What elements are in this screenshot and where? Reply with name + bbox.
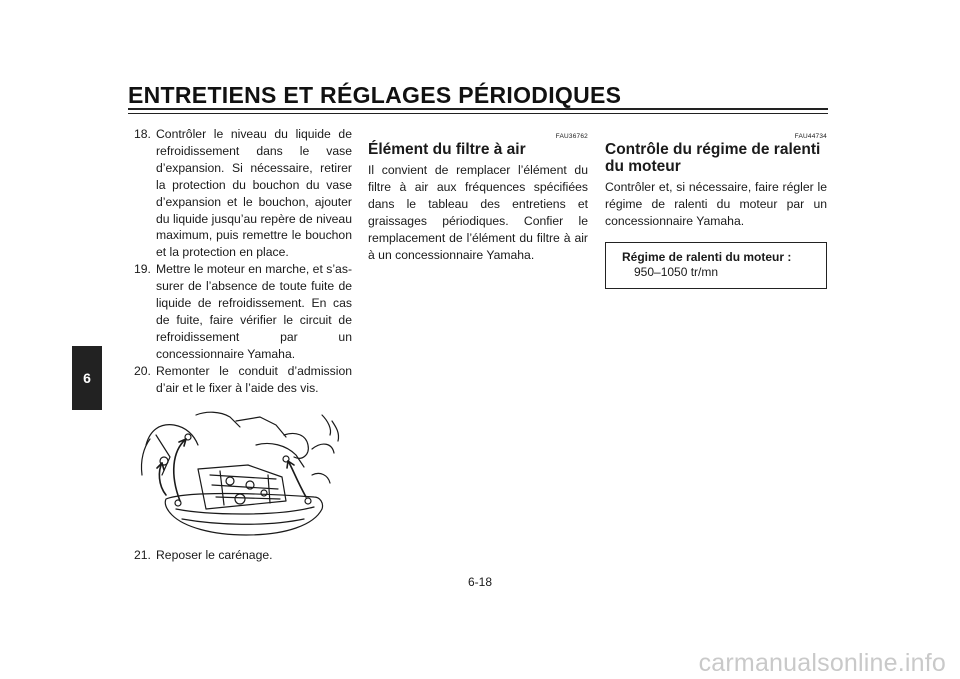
step-text: Mettre le moteur en marche, et s’assurer de l’absence de toute fuite de liquide de refroidissement. En cas de fuite, faire vérifier le circuit de refroidissement par un concessionnaire Yamaha. bbox=[156, 262, 352, 361]
column-right bbox=[605, 126, 827, 289]
header-rule-thick bbox=[128, 108, 828, 110]
step-text: Contrôler le niveau du liquide de refroidissement dans le vase d’expansion. Si nécessaire, retirer la protection du bouchon du vase d’expansion et le bouchon, ajouter du liquide jusqu’au repère de niveau maximum, puis remettre le bouchon et la protection en place. bbox=[156, 127, 352, 260]
section-title-air-filter: Élément du filtre à air bbox=[368, 141, 526, 158]
section-title-idle-speed: Contrôle du régime de ralenti du moteur bbox=[605, 141, 821, 175]
column-left bbox=[134, 126, 352, 563]
reference-code: FAU36762 bbox=[555, 133, 588, 140]
page-title: ENTRETIENS ET RÉGLAGES PÉRIODIQUES bbox=[128, 82, 622, 108]
step-number: 19. bbox=[134, 262, 151, 277]
spec-box-idle-speed bbox=[605, 242, 827, 289]
watermark: carmanualsonline.info bbox=[698, 649, 946, 677]
spec-value: 950–1050 tr/mn bbox=[634, 264, 719, 279]
section-body-air-filter: Il convient de remplacer l’élément du filtre à air aux fréquences spécifiées dans le tableau des entretiens et graissages périodiques. Confier le remplacement de l’élément du filtre à air à un concessionnaire Yamaha. bbox=[368, 163, 588, 262]
step-number: 20. bbox=[134, 363, 151, 378]
step-number: 18. bbox=[134, 127, 151, 141]
reference-code: FAU44734 bbox=[794, 133, 827, 140]
chapter-tab: 6 bbox=[72, 346, 102, 410]
spec-label: Régime de ralenti du moteur : bbox=[622, 249, 792, 264]
intake-duct-illustration bbox=[136, 405, 350, 543]
step-20 bbox=[134, 363, 352, 397]
step-21 bbox=[134, 547, 352, 564]
step-text: Remonter le conduit d’admission d’air et le fixer à l’aide des vis. bbox=[156, 363, 352, 395]
step-text: Reposer le carénage. bbox=[156, 547, 273, 562]
page-number: 6-18 bbox=[467, 575, 493, 589]
step-number: 21. bbox=[134, 547, 151, 562]
section-body-idle-speed: Contrôler et, si nécessaire, faire régler le régime de ralenti du moteur par un concessionnaire Yamaha. bbox=[605, 180, 827, 228]
step-18 bbox=[134, 126, 352, 261]
header-rule-thin bbox=[128, 113, 828, 114]
step-19 bbox=[134, 261, 352, 362]
column-middle bbox=[368, 126, 588, 263]
